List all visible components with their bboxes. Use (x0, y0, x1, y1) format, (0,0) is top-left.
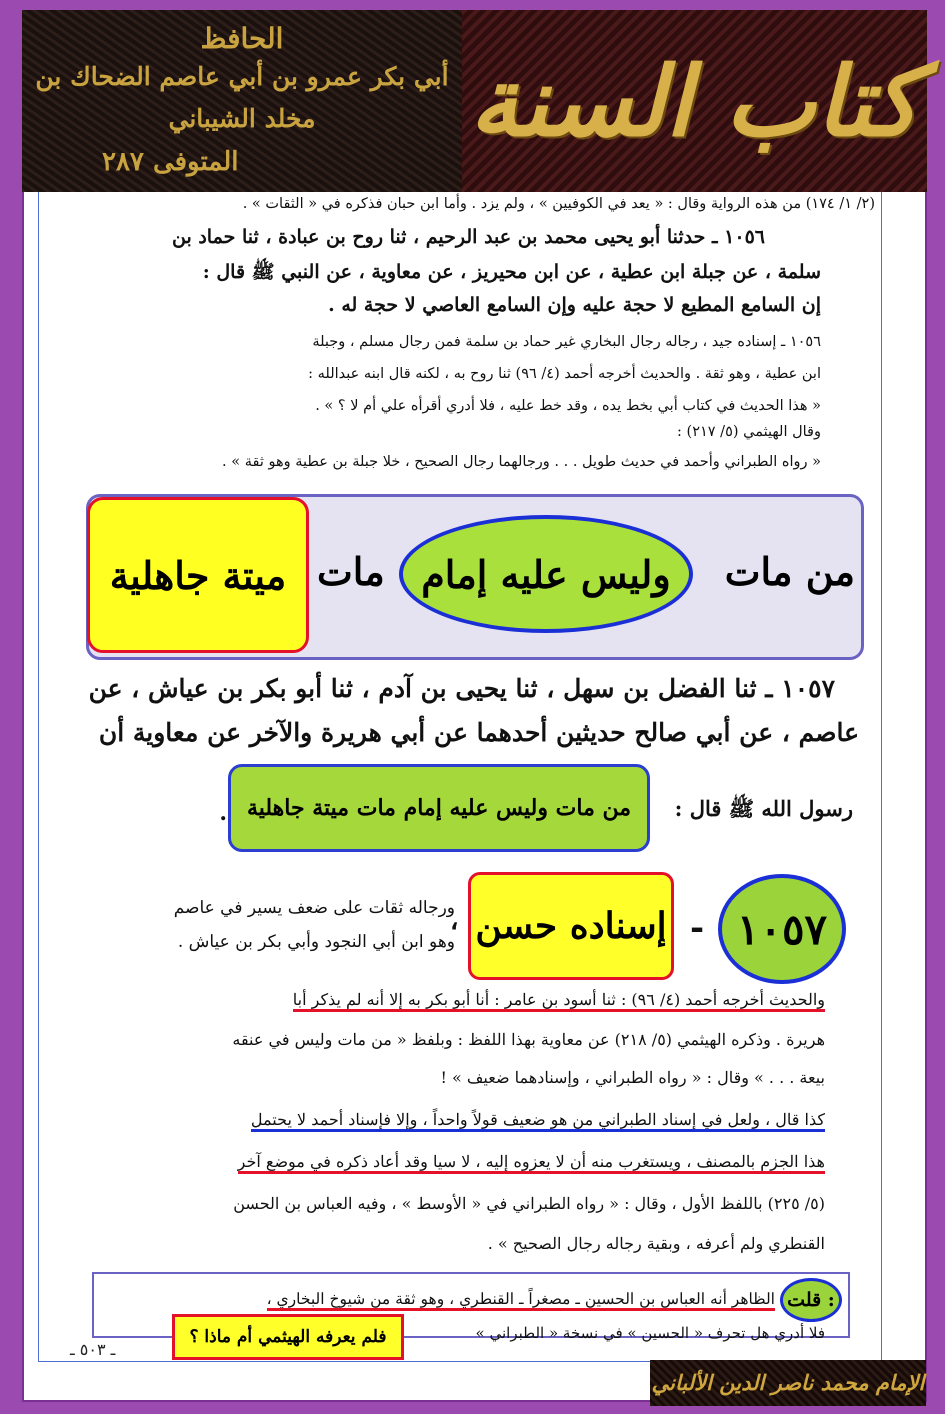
page-number: ـ ٥٠٣ ـ (70, 1340, 116, 1359)
note-1057-line7: القنطري ولم أعرفه ، وبقية رجاله رجال الصحيح » . (487, 1234, 825, 1253)
qult-label: قلت : (787, 1289, 835, 1311)
isnad-rest-line2: وهو ابن أبي النجود وأبي بكر بن عياش . (177, 932, 455, 952)
isnad-text: إسناده حسن (475, 905, 667, 947)
banner-word-3: مات (317, 549, 385, 594)
banner-word-4: ميتة جاهلية (109, 552, 287, 598)
number-oval (718, 874, 846, 984)
banner-word-2: وليس عليه إمام (421, 551, 671, 597)
qult-oval (780, 1278, 842, 1322)
isnad-comma: ، (450, 906, 459, 936)
note-1057-line1-text: والحديث أخرجه أحمد (٤/ ٩٦) : ثنا أسود بن عامر : أنا أبو بكر به إلا أنه لم يذكر أبا (293, 990, 825, 1012)
rasul-line: رسول الله ﷺ قال : (674, 796, 853, 821)
book-title: كتاب السنة (462, 10, 927, 192)
note-1057-line6: (٥/ ٢٢٥) باللفظ الأول ، وقال : « رواه الطبراني في « الأوسط » ، وفيه العباس بن الحسن (233, 1194, 825, 1213)
qult-line2: فلا أدري هل تحرف « الحسين » في نسخة « الطبراني » (475, 1324, 825, 1342)
note-1057-line5 (238, 1152, 825, 1171)
qult-question-box (172, 1314, 404, 1360)
note-1057-line3: بيعة . . . » وقال : « رواه الطبراني ، وإسنادهما ضعيف » ! (440, 1068, 825, 1087)
qult-line1 (267, 1290, 775, 1308)
note-1056-line5: « رواه الطبراني وأحمد في حديث طويل . . . ورجالهما رجال الصحيح ، خلا جبلة بن عطية وهو ثقة » . (222, 454, 821, 470)
banner-yellow-box (87, 497, 309, 653)
isnad-rest-line1: ورجاله ثقات على ضعف يسير في عاصم (173, 898, 455, 918)
hadith-1056-line2: سلمة ، عن جبلة ابن عطية ، عن ابن محيريز ، عن معاوية ، عن النبي ﷺ قال : (202, 261, 821, 283)
quote-text: من مات وليس عليه إمام مات ميتة جاهلية (246, 795, 632, 821)
note-1057-line4-text: كذا قال ، ولعل في إسناد الطبراني من هو ضعيف قولاً واحداً ، وإلا فإسناد أحمد لا يحتمل (251, 1110, 825, 1132)
note-1056-line4: وقال الهيثمي (٥/ ٢١٧) : (677, 424, 821, 440)
author-death: المتوفى ٢٨٧ (102, 147, 239, 177)
isnad-box (468, 872, 674, 980)
note-1056-line2: ابن عطية ، وهو ثقة . والحديث أخرجه أحمد (٤/ ٩٦) ثنا روح به ، لكنه قال ابنه عبدالله : (308, 366, 821, 382)
author-title: الحافظ (200, 22, 284, 55)
header (22, 10, 927, 192)
hadith-1057-line2: عاصم ، عن أبي صالح حديثين أحدهما عن أبي هريرة والآخر عن معاوية أن (98, 718, 859, 747)
note-1057-line2: هريرة . وذكره الهيثمي (٥/ ٢١٨) عن معاوية بهذا اللفظ : وبلفظ « من مات وليس في عنقه (232, 1030, 825, 1049)
author-name: أبي بكر عمرو بن أبي عاصم الضحاك بن مخلد الشيباني (35, 62, 449, 133)
top-note: (٢/ ١/ ١٧٤) من هذه الرواية وقال : « يعد في الكوفيين » ، ولم يزد . وأما ابن حبان فذكره في « الثقات » . (242, 196, 875, 212)
note-1057-line1 (293, 990, 825, 1009)
quote-box (228, 764, 650, 852)
note-1057-line4 (251, 1110, 825, 1129)
hadith-1057-line1: ١٠٥٧ ـ ثنا الفضل بن سهل ، ثنا يحيى بن آدم ، ثنا أبو بكر بن عياش ، عن (88, 674, 835, 703)
qult-line1-text: الظاهر أنه العباس بن الحسين ـ مصغراً ـ القنطري ، وهو ثقة من شيوخ البخاري ، (267, 1290, 775, 1311)
banner-word-1: من مات (724, 549, 855, 594)
note-1057-line5-text: هذا الجزم بالمصنف ، ويستغرب منه أن لا يعزوه إليه ، لا سيا وقد أعاد ذكره في موضع آخر (238, 1152, 825, 1174)
note-1056-line3: « هذا الحديث في كتاب أبي بخط يده ، وقد خط عليه ، فلا أدري أقرأه علي أم لا ؟ » . (315, 398, 821, 414)
quote-end: . (219, 800, 227, 826)
dash: - (690, 908, 705, 948)
author-plate (22, 10, 462, 192)
title-banner (86, 494, 864, 660)
signature-plate: الإمام محمد ناصر الدين الألباني (650, 1360, 926, 1406)
number-1057: ١٠٥٧ (736, 904, 828, 954)
hadith-1056-line3: إن السامع المطيع لا حجة عليه وإن السامع العاصي لا حجة له . (328, 294, 821, 316)
hadith-1056-line1: ١٠٥٦ ـ حدثنا أبو يحيى محمد بن عبد الرحيم ، ثنا روح بن عبادة ، ثنا حماد بن (171, 226, 765, 248)
banner-green-oval (399, 515, 693, 633)
qult-question: فلم يعرفه الهيثمي أم ماذا ؟ (189, 1327, 387, 1347)
note-1056-line1: ١٠٥٦ ـ إسناده جيد ، رجاله رجال البخاري غير حماد بن سلمة فمن رجال مسلم ، وجبلة (312, 334, 821, 350)
